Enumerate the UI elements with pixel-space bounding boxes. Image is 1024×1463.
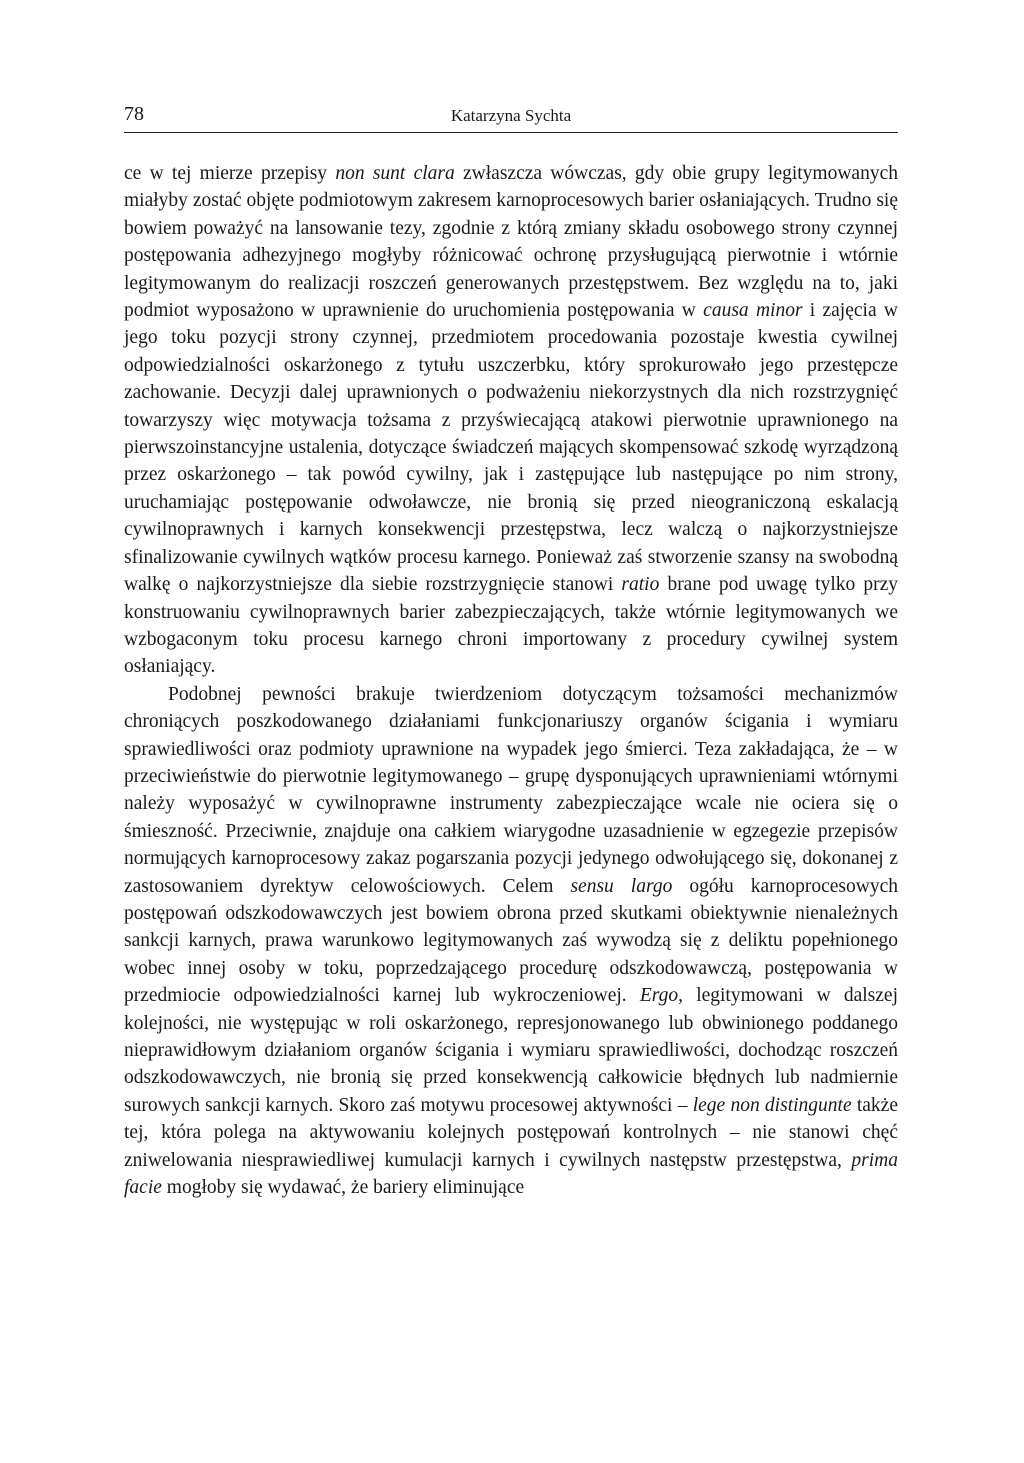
italic-phrase: prima facie xyxy=(124,1149,898,1199)
body-text xyxy=(124,160,898,1201)
text-run: brane pod uwagę tylko przy konstruowaniu cywilnoprawnych barier zabezpieczających, także wtórnie legitymowanych we wzbogaconym toku procesu karnego chroni importowany z procedury cywilnej system osłaniający. xyxy=(124,574,898,678)
text-run: i zajęcia w jego toku pozycji strony czynnej, przedmiotem procedowania pozostaje kwestia cywilnej odpowiedzialności oskarżonego z tytułu uszczerbku, który sprokurowało jego przestępcze zachowanie. Decyzji dalej uprawnionych o podważeniu niekorzystnych dla nich rozstrzygnięć towarzyszy więc motywacja tożsama z przyświecającą atakowi pierwotnie uprawnionego na pierwszoinstancyjne ustalenia, dotyczące świadczeń mających skompensować szkodę wyrządzoną przez oskarżonego – tak powód cywilny, jak i zastępujące lub następujące po nim strony, uruchamiając postępowanie odwoławcze, nie bronią się przed nieograniczoną eskalacją cywilnoprawnych i karnych konsekwencji przestępstwa, lecz walczą o najkorzystniejsze sfinalizowanie cywilnych wątków procesu karnego. Ponieważ zaś stworzenie szansy na swobodną walkę o najkorzystniejsze dla siebie rozstrzygnięcie stanowi xyxy=(124,300,898,596)
italic-phrase: causa minor xyxy=(703,300,803,322)
text-run: ogółu karnoprocesowych postępowań odszkodowawczych jest bowiem obrona przed skutkami obiektywnie nienależnych sankcji karnych, prawa warunkowo legitymowanych zaś wywodzą się z deliktu popełnionego wobec innej osoby w toku, poprzedzającego procedurę odszkodowawczą, postępowania w przedmiocie odpowiedzialności karnej lub wykroczeniowej. xyxy=(124,875,898,1007)
text-run: Podobnej pewności brakuje twierdzeniom dotyczącym tożsamości mechanizmów chroniących poszkodowanego działaniami funkcjonariuszy organów ścigania i wymiaru sprawiedliwości oraz podmioty uprawnione na wypadek jego śmierci. Teza zakładająca, że – w przeciwieństwie do pierwotnie legitymowanego – grupę dysponujących uprawnieniami wtórnymi należy wyposażyć w cywilnoprawne instrumenty zabezpieczające wcale nie ociera się o śmieszność. Przeciwnie, znajduje ona całkiem wiarygodne uzasadnienie w egzegezie przepisów normujących karnoprocesowy zakaz pogarszania pozycji jedynego odwołującego się, dokonanej z zastosowaniem dyrektyw celowościowych. Celem xyxy=(124,683,898,897)
italic-phrase: lege non distingunte xyxy=(692,1094,852,1116)
paragraph xyxy=(124,160,898,681)
italic-phrase: ratio xyxy=(621,574,660,596)
text-run: , legitymowani w dalszej kolejności, nie występując w roli oskarżonego, represjonowanego lub obwinionego poddanego nieprawidłowym działaniom organów ścigania i wymiaru sprawiedliwości, dochodząc roszczeń odszkodowawczych, nie bronią się przed konsekwencją całkowicie błędnych lub nadmiernie surowych sankcji karnych. Skoro zaś motywu procesowej aktywności – xyxy=(124,985,899,1116)
running-header-author: Katarzyna Sychta xyxy=(450,106,572,125)
italic-phrase: sensu largo xyxy=(570,875,673,897)
page-number: 78 xyxy=(124,103,144,125)
text-run: zwłaszcza wówczas, gdy obie grupy legitymowanych miałyby zostać objęte podmiotowym zakresem karnoprocesowych barier osłaniających. Trudno się bowiem poważyć na lansowanie tezy, zgodnie z którą zmiany składu osobowego strony czynnej postępowania adhezyjnego mogłyby różnicować ochronę przysługującą pierwotnie i wtórnie legitymowanym do realizacji roszczeń generowanych przestępstwem. Bez względu na to, jaki podmiot wyposażono w uprawnienie do uruchomienia postępowania w xyxy=(124,163,898,322)
italic-phrase: Ergo xyxy=(639,985,679,1007)
text-run: także tej, która polega na aktywowaniu kolejnych postępowań kontrolnych – nie stanowi chęć zniwelowania niesprawiedliwej kumulacji karnych i cywilnych następstw przestępstwa, xyxy=(124,1094,898,1171)
text-run: mogłoby się wydawać, że bariery eliminujące xyxy=(161,1177,525,1199)
paragraph xyxy=(124,681,898,1202)
running-header xyxy=(124,100,898,133)
text-run: ce w tej mierze przepisy xyxy=(124,163,336,184)
italic-phrase: non sunt clara xyxy=(335,163,455,184)
